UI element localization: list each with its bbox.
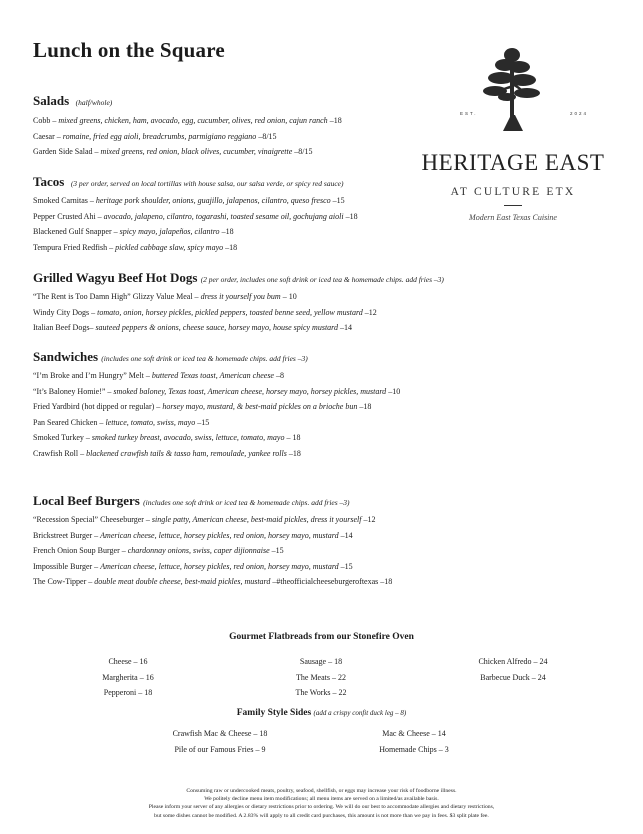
menu-item: Crawfish Mac & Cheese – 18	[172, 729, 268, 738]
menu-item: Pile of our Famous Fries – 9	[174, 744, 266, 754]
menu-item: French Onion Soup Burger – chardonnay onions, swiss, caper dijionnaise –15	[33, 546, 284, 556]
disclaimer-line: Please inform your server of any allergies or dietary restrictions prior to ordering. We will do our best to accommodate allergies and dietary restrictions,	[148, 804, 495, 811]
flatbreads-col-2	[271, 654, 371, 701]
menu-item: “I’m Broke and I’m Hungry” Melt – buttered Texas toast, American cheese –8	[33, 371, 284, 380]
menu-item: Barbecue Duck – 24	[480, 672, 546, 682]
sides-col-2	[354, 726, 474, 757]
menu-item: Caesar – romaine, fried egg aioli, breadcrumbs, parmigiano reggiano –8/15	[33, 131, 277, 141]
menu-item: Smoked Carnitas – heritage pork shoulder, onions, guajillo, jalapenos, cilantro, queso fresco –15	[33, 196, 345, 205]
burgers-list	[33, 512, 392, 590]
flatbreads-col-1	[78, 654, 178, 701]
sides-note: (add a crispy confit duck leg – 8)	[313, 709, 407, 717]
disclaimer-line: Consuming raw or undercooked meats, poultry, seafood, shellfish, or eggs may increase your risk of foodborne illness.	[186, 788, 457, 794]
sides-header	[0, 708, 643, 718]
menu-item: Pan Seared Chicken – lettuce, tomato, swiss, mayo –15	[33, 417, 210, 427]
sandwiches-note: (includes one soft drink or iced tea & homemade chips. add fries –3)	[101, 354, 308, 363]
menu-item: “Recession Special” Cheeseburger – single patty, American cheese, best-maid pickles, dress it yourself –12	[33, 515, 376, 524]
brand-divider	[504, 205, 522, 206]
burgers-section	[33, 493, 392, 590]
tacos-note: (3 per order, served on local tortillas with house salsa, our salsa verde, or spicy red sauce)	[70, 179, 344, 188]
menu-item: Tempura Fried Redfish – pickled cabbage slaw, spicy mayo –18	[33, 242, 238, 252]
hotdogs-list	[33, 289, 444, 336]
brand-name: HERITAGE EAST	[421, 150, 605, 175]
menu-item: Mac & Cheese – 14	[382, 729, 446, 738]
menu-item: Brickstreet Burger – American cheese, lettuce, horsey pickles, red onion, horsey mayo, mustard –14	[33, 530, 353, 540]
menu-item: Chicken Alfredo – 24	[478, 657, 548, 666]
menu-item: Crawfish Roll – blackened crawfish tails & tasso ham, remoulade, yankee rolls –18	[33, 448, 301, 458]
burgers-note: (includes one soft drink or iced tea & homemade chips. add fries –3)	[143, 498, 350, 507]
menu-item: Sausage – 18	[299, 657, 343, 666]
menu-item: Blackened Gulf Snapper – spicy mayo, jalapeños, cilantro –18	[33, 227, 234, 237]
sides-col-1	[150, 726, 290, 757]
menu-item: Windy City Dogs – tomato, onion, horsey pickles, pickled peppers, toasted benne seed, yellow mustard –12	[33, 307, 377, 317]
brand-subtitle: AT CULTURE ETX	[450, 186, 576, 198]
menu-item: Homemade Chips – 3	[379, 744, 449, 754]
menu-item: Pepperoni – 18	[103, 688, 153, 698]
tacos-section	[33, 174, 358, 255]
sides-heading: Family Style Sides	[236, 708, 312, 718]
salads-list	[33, 113, 342, 160]
salads-note: (half/whole)	[75, 98, 113, 107]
menu-item: “It’s Baloney Homie!” – smoked baloney, Texas toast, American cheese, horsey mayo, horsey pickles, mustard –10	[33, 386, 401, 396]
menu-item: Margherita – 16	[102, 672, 154, 682]
restaurant-logo	[415, 45, 611, 235]
flatbreads-col-3	[456, 654, 570, 685]
salads-section	[33, 93, 342, 160]
brand-tagline: Modern East Texas Cuisine	[469, 213, 557, 222]
disclaimer-line: We politely decline menu item modifications; all menu items are served on a limited/as available basis.	[204, 796, 439, 803]
hotdogs-section	[33, 270, 444, 336]
menu-item: The Works – 22	[295, 688, 347, 698]
hotdogs-heading: Grilled Wagyu Beef Hot Dogs	[33, 270, 198, 285]
menu-item: Cheese – 16	[108, 657, 148, 666]
menu-item: The Meats – 22	[296, 672, 346, 682]
sandwiches-list	[33, 368, 400, 462]
burgers-heading: Local Beef Burgers	[33, 493, 140, 508]
menu-item: Smoked Turkey – smoked turkey breast, avocado, swiss, lettuce, tomato, mayo – 18	[33, 433, 301, 443]
menu-item: Italian Beef Dogs– sauteed peppers & onions, cheese sauce, horsey mayo, house spicy mustard –14	[33, 323, 352, 333]
disclaimer-line: but some dishes cannot be modified. A 2.83% will apply to all credit card purchases, this amount is not more than we pay in fees. $3 split plate fee.	[154, 812, 489, 819]
flatbreads-heading: Gourmet Flatbreads from our Stonefire Oven	[229, 632, 414, 642]
menu-item: Impossible Burger – American cheese, lettuce, horsey pickles, red onion, horsey mayo, mustard –15	[33, 561, 353, 571]
tacos-heading: Tacos	[33, 174, 65, 189]
sandwiches-heading: Sandwiches	[33, 349, 99, 364]
tacos-list	[33, 193, 358, 255]
est-year: 2024	[569, 111, 588, 116]
est-label: EST.	[460, 111, 478, 116]
menu-item: Cobb – mixed greens, chicken, ham, avocado, egg, cucumber, olives, red onion, cajun ranch –18	[33, 116, 342, 125]
menu-item: The Cow-Tipper – double meat double cheese, best-maid pickles, mustard –#theofficialcheeseburgeroftexas –18	[33, 577, 393, 587]
tree-icon	[481, 45, 543, 131]
sandwiches-section	[33, 349, 400, 462]
menu-item: “The Rent is Too Damn High” Glizzy Value Meal – dress it yourself you bum – 10	[33, 292, 297, 301]
menu-item: Pepper Crusted Ahi – avocado, jalapeno, cilantro, togarashi, toasted sesame oil, gochujang aioli –18	[33, 211, 358, 221]
menu-item: Garden Side Salad – mixed greens, red onion, black olives, cucumber, vinaigrette –8/15	[33, 147, 313, 157]
salads-heading: Salads	[33, 93, 70, 108]
hotdogs-note: (2 per order, includes one soft drink or iced tea & homemade chips. add fries –3)	[200, 275, 444, 284]
page-title: Lunch on the Square	[33, 38, 225, 62]
footer-disclaimer	[0, 787, 643, 820]
menu-item: Fried Yardbird (hot dipped or regular) – horsey mayo, mustard, & best-maid pickles on a brioche bun –18	[33, 402, 372, 412]
